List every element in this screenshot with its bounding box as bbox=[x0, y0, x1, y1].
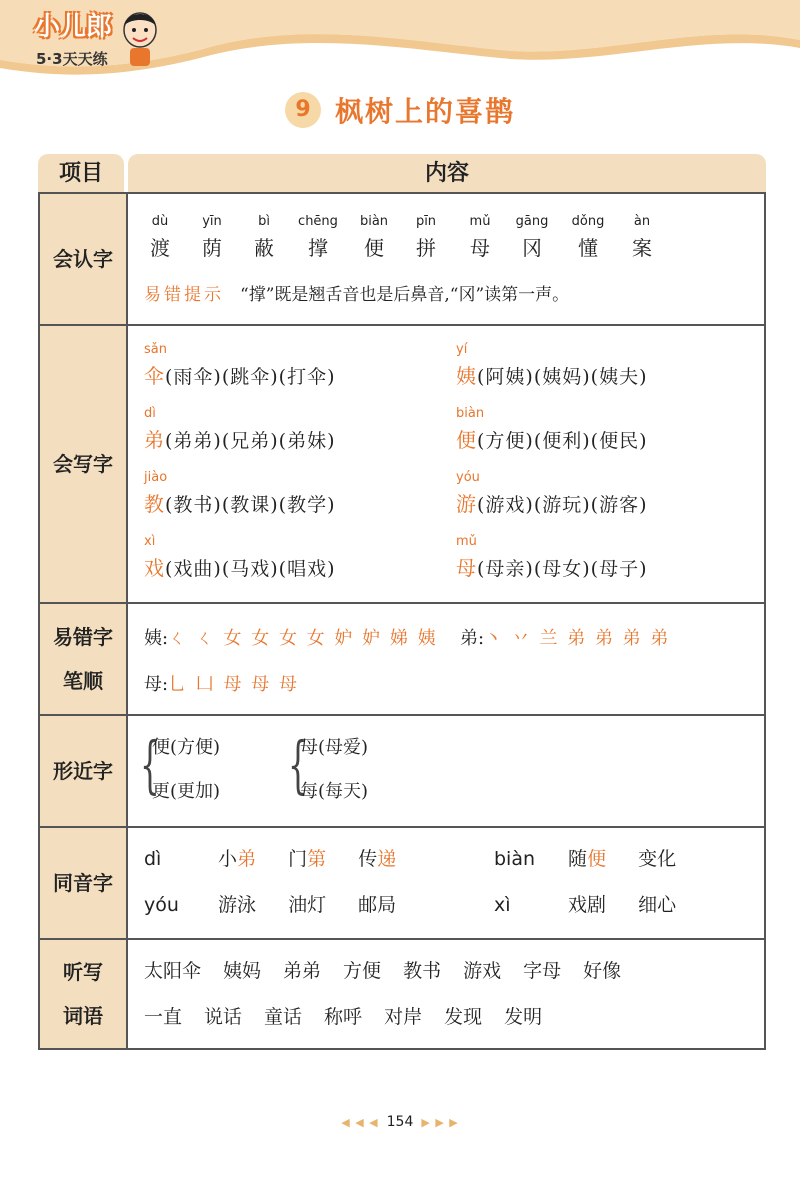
mascot-boy-icon bbox=[120, 10, 160, 68]
write-content bbox=[130, 326, 764, 602]
recognize-char: dǒng 懂 bbox=[571, 214, 605, 260]
write-item: mǔ 母(母亲)(母女)(母子) bbox=[456, 534, 648, 580]
brand-logo bbox=[30, 6, 160, 68]
page-footer bbox=[0, 1114, 800, 1130]
recognize-char: mǔ 母 bbox=[469, 214, 491, 260]
homophone-group: dì 小弟 门第 传递 bbox=[144, 848, 397, 870]
write-item: yóu 游(游戏)(游玩)(游客) bbox=[456, 470, 648, 516]
write-item: dì 弟(弟弟)(兄弟)(弟妹) bbox=[144, 406, 336, 452]
right-arrows-icon: ▶ ▶ ▶ bbox=[421, 1116, 459, 1129]
stroke-content bbox=[130, 604, 764, 714]
dictation-line: 太阳伞 姨妈 弟弟 方便 教书 游戏 字母 好像 bbox=[144, 960, 622, 982]
page-number: 154 bbox=[386, 1114, 414, 1130]
row-dictation bbox=[38, 940, 766, 1050]
write-item: jiào 教(教书)(教课)(教学) bbox=[144, 470, 336, 516]
row-label-dictation: 听写 词语 bbox=[40, 940, 128, 1048]
similar-group: 母(母爱) 每(每天) bbox=[300, 737, 369, 802]
brand-subtitle: 5·3天天练 bbox=[36, 50, 108, 68]
write-item: sǎn 伞(雨伞)(跳伞)(打伞) bbox=[144, 342, 336, 388]
row-recognize bbox=[38, 192, 766, 326]
write-item: yí 姨(阿姨)(姨妈)(姨夫) bbox=[456, 342, 648, 388]
stroke-item: 母:乚 凵 母 母 母 bbox=[144, 674, 299, 695]
column-header-item: 项目 bbox=[38, 154, 124, 194]
row-label-stroke-order: 易错字 笔顺 bbox=[40, 604, 128, 714]
row-similar bbox=[38, 716, 766, 828]
dictation-content bbox=[130, 940, 764, 1048]
lesson-number: 9 bbox=[285, 92, 321, 128]
stroke-item: 姨:ㄑ ㄑ 女 女 女 女 妒 妒 娣 姨 bbox=[144, 628, 438, 649]
homophone-group: yóu 游泳 油灯 邮局 bbox=[144, 894, 397, 916]
similar-group: 便(方便) 更(更加) bbox=[152, 737, 221, 802]
homophone-content bbox=[130, 828, 764, 938]
error-tip bbox=[144, 280, 569, 305]
row-label-write: 会写字 bbox=[40, 326, 128, 602]
left-arrows-icon: ◀ ◀ ◀ bbox=[341, 1116, 379, 1129]
recognize-char: yīn 荫 bbox=[202, 214, 222, 260]
row-write bbox=[38, 326, 766, 604]
row-label-similar: 形近字 bbox=[40, 716, 128, 826]
lesson-heading bbox=[0, 90, 800, 130]
recognize-char: dù 渡 bbox=[150, 214, 170, 260]
tip-text: “撑”既是翘舌音也是后鼻音,“冈”读第一声。 bbox=[240, 285, 570, 305]
row-label-recognize: 会认字 bbox=[40, 194, 128, 324]
stroke-item: 弟:丶 丷 兰 弟 弟 弟 弟 bbox=[460, 628, 671, 649]
row-label-homophones: 同音字 bbox=[40, 828, 128, 938]
recognize-char: biàn 便 bbox=[359, 214, 389, 260]
recognize-char: gāng 冈 bbox=[515, 214, 549, 260]
tip-label: 易错提示 bbox=[144, 285, 224, 305]
similar-content bbox=[130, 716, 764, 826]
recognize-char: chēng 撑 bbox=[298, 214, 338, 260]
write-item: xì 戏(戏曲)(马戏)(唱戏) bbox=[144, 534, 336, 580]
recognize-char: àn 案 bbox=[632, 214, 652, 260]
brace-icon: { bbox=[288, 728, 308, 801]
column-header-content: 内容 bbox=[128, 154, 766, 194]
brace-icon: { bbox=[140, 728, 160, 801]
brand-title: 小儿郎 bbox=[34, 12, 113, 42]
dictation-line: 一直 说话 童话 称呼 对岸 发现 发明 bbox=[144, 1006, 543, 1028]
write-item: biàn 便(方便)(便利)(便民) bbox=[456, 406, 648, 452]
row-homophones bbox=[38, 828, 766, 940]
row-stroke-order bbox=[38, 604, 766, 716]
recognize-content bbox=[130, 194, 764, 324]
recognize-char: bì 蔽 bbox=[254, 214, 274, 260]
recognize-char: pīn 拼 bbox=[415, 214, 437, 260]
homophone-group: xì 戏剧 细心 bbox=[494, 894, 677, 916]
lesson-title: 枫树上的喜鹊 bbox=[334, 95, 515, 128]
homophone-group: biàn 随便 变化 bbox=[494, 848, 677, 870]
